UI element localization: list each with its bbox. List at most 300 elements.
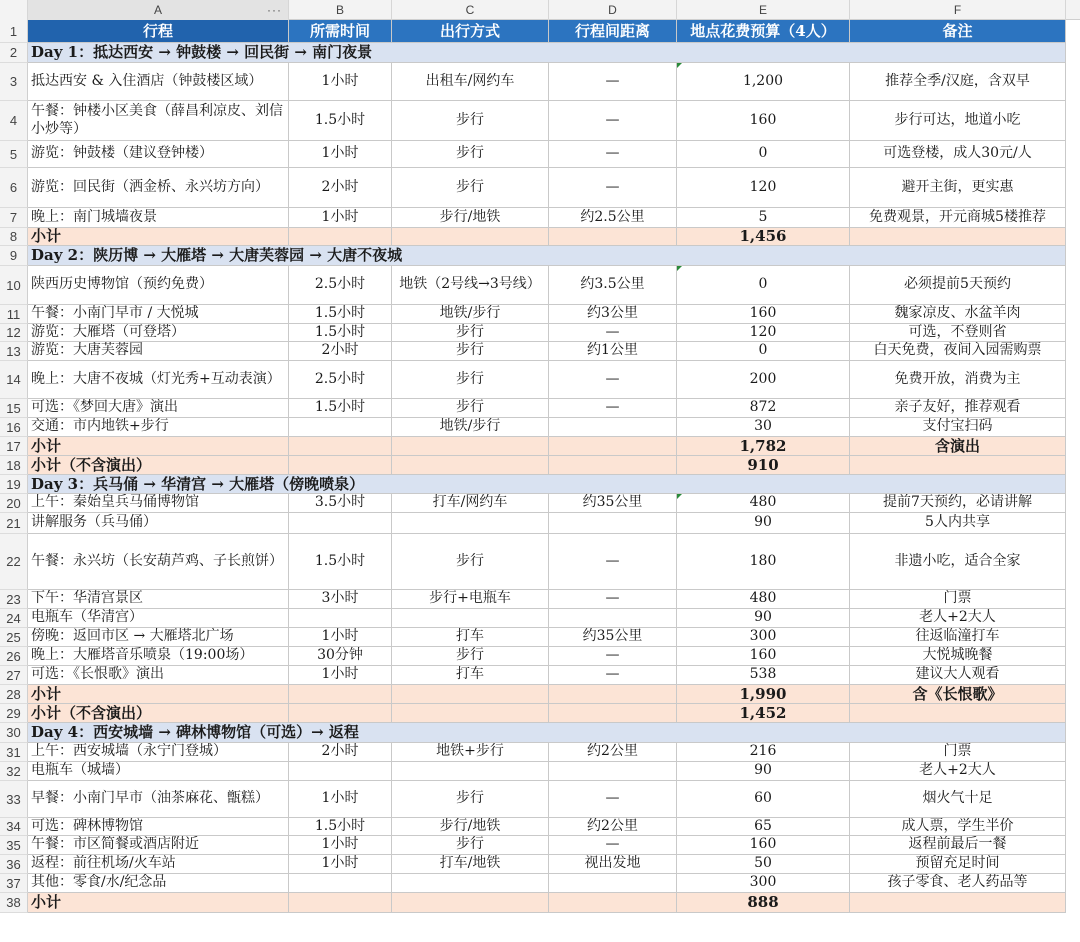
cell-b[interactable]	[289, 513, 392, 534]
column-header-e[interactable]: E	[677, 0, 850, 20]
cell-b[interactable]	[289, 666, 392, 685]
cell-c[interactable]	[392, 418, 549, 437]
cell-text: —	[605, 370, 620, 387]
cell-text: 避开主街，更实惠	[901, 178, 1014, 195]
header-cell-b[interactable]	[289, 20, 392, 43]
cell-d[interactable]	[549, 63, 677, 101]
cell-b[interactable]	[289, 418, 392, 437]
cell-f[interactable]	[850, 513, 1066, 534]
cell-text: —	[605, 145, 620, 162]
cell-text: 魏家凉皮、水盆羊肉	[894, 305, 1021, 322]
cell-e[interactable]	[677, 818, 850, 836]
cell-e[interactable]	[677, 704, 850, 723]
more-dots-icon[interactable]: ···	[267, 3, 282, 17]
cell-c[interactable]	[392, 781, 549, 818]
row-number[interactable]: 10	[0, 266, 28, 305]
cell-b[interactable]	[289, 855, 392, 874]
cell-c[interactable]	[392, 874, 549, 893]
header-cell-f[interactable]	[850, 20, 1066, 43]
cell-a[interactable]	[28, 513, 289, 534]
cell-f[interactable]	[850, 836, 1066, 855]
cell-a[interactable]	[28, 456, 289, 475]
cell-c[interactable]	[392, 342, 549, 361]
cell-b[interactable]	[289, 836, 392, 855]
row-number[interactable]: 37	[0, 874, 28, 893]
row-number[interactable]: 21	[0, 513, 28, 534]
cell-d[interactable]	[549, 855, 677, 874]
row-number[interactable]: 4	[0, 101, 28, 141]
cell-text: 1小时	[321, 145, 359, 162]
cell-c[interactable]	[392, 836, 549, 855]
cell-e[interactable]	[677, 609, 850, 628]
cell-c[interactable]	[392, 101, 549, 141]
cell-b[interactable]	[289, 168, 392, 208]
cell-d[interactable]	[549, 101, 677, 141]
cell-text: 晚上：大雁塔音乐喷泉（19:00场）	[31, 647, 254, 664]
cell-a[interactable]	[28, 590, 289, 609]
header-cell-d[interactable]	[549, 20, 677, 43]
cell-b[interactable]	[289, 361, 392, 399]
cell-b[interactable]	[289, 704, 392, 723]
cell-d[interactable]	[549, 324, 677, 342]
cell-a[interactable]	[28, 437, 289, 456]
cell-e[interactable]	[677, 418, 850, 437]
cell-f[interactable]	[850, 418, 1066, 437]
cell-b[interactable]	[289, 228, 392, 246]
row-number[interactable]: 23	[0, 590, 28, 609]
row-number[interactable]: 5	[0, 141, 28, 168]
cell-b[interactable]	[289, 534, 392, 590]
cell-e[interactable]	[677, 874, 850, 893]
cell-d[interactable]	[549, 818, 677, 836]
cell-d[interactable]	[549, 762, 677, 781]
cell-text: 1小时	[321, 790, 359, 807]
cell-a[interactable]	[28, 628, 289, 647]
cell-a[interactable]	[28, 818, 289, 836]
cell-e[interactable]	[677, 534, 850, 590]
cell-text: 打车/地铁	[439, 855, 501, 872]
cell-f[interactable]	[850, 647, 1066, 666]
cell-text: 3小时	[321, 590, 359, 607]
row-number[interactable]: 6	[0, 168, 28, 208]
cell-c[interactable]	[392, 647, 549, 666]
cell-f[interactable]	[850, 818, 1066, 836]
cell-a[interactable]	[28, 141, 289, 168]
cell-text: 5人内共享	[925, 514, 990, 531]
row-number[interactable]: 17	[0, 437, 28, 456]
subtotal-row	[0, 704, 1080, 723]
cell-a[interactable]	[28, 342, 289, 361]
row-number[interactable]: 15	[0, 399, 28, 418]
cell-b[interactable]	[289, 893, 392, 913]
cell-c[interactable]	[392, 628, 549, 647]
cell-f[interactable]	[850, 101, 1066, 141]
cell-text: 含演出	[934, 437, 980, 455]
cell-a[interactable]	[28, 893, 289, 913]
cell-d[interactable]	[549, 628, 677, 647]
cell-d[interactable]	[549, 647, 677, 666]
cell-d[interactable]	[549, 228, 677, 246]
cell-f[interactable]	[850, 168, 1066, 208]
cell-e[interactable]	[677, 305, 850, 324]
cell-e[interactable]	[677, 893, 850, 913]
itinerary-row	[0, 590, 1080, 609]
cell-a[interactable]	[28, 418, 289, 437]
cell-text: 1.5小时	[314, 324, 366, 340]
row-number[interactable]: 2	[0, 43, 28, 63]
cell-c[interactable]	[392, 513, 549, 534]
cell-f[interactable]	[850, 494, 1066, 513]
cell-c[interactable]	[392, 228, 549, 246]
cell-a[interactable]	[28, 361, 289, 399]
cell-e[interactable]	[677, 361, 850, 399]
cell-text: 成人票，学生半价	[901, 818, 1014, 834]
cell-text: 约35公里	[582, 628, 643, 645]
row-number[interactable]: 20	[0, 494, 28, 513]
cell-f[interactable]	[850, 590, 1066, 609]
cell-text: 门票	[943, 590, 972, 607]
day-heading-cell[interactable]	[28, 43, 1066, 63]
row-number[interactable]: 38	[0, 893, 28, 913]
cell-d[interactable]	[549, 781, 677, 818]
cell-a[interactable]	[28, 855, 289, 874]
cell-e[interactable]	[677, 342, 850, 361]
cell-c[interactable]	[392, 266, 549, 305]
row-number[interactable]: 26	[0, 647, 28, 666]
cell-text: 免费开放，消费为主	[894, 370, 1021, 387]
subtotal-row	[0, 685, 1080, 704]
column-header-a[interactable]: A ···	[28, 0, 289, 20]
column-header-d[interactable]: D	[549, 0, 677, 20]
cell-c[interactable]	[392, 762, 549, 781]
row-number[interactable]: 32	[0, 762, 28, 781]
cell-e[interactable]	[677, 628, 850, 647]
cell-e[interactable]	[677, 513, 850, 534]
cell-f[interactable]	[850, 228, 1066, 246]
cell-b[interactable]	[289, 743, 392, 762]
itinerary-row	[0, 141, 1080, 168]
cell-b[interactable]	[289, 762, 392, 781]
cell-a[interactable]	[28, 228, 289, 246]
cell-e[interactable]	[677, 208, 850, 228]
cell-b[interactable]	[289, 101, 392, 141]
cell-b[interactable]	[289, 590, 392, 609]
cell-e[interactable]	[677, 685, 850, 704]
cell-c[interactable]	[392, 685, 549, 704]
row-number[interactable]: 14	[0, 361, 28, 399]
row-number[interactable]: 36	[0, 855, 28, 874]
cell-d[interactable]	[549, 494, 677, 513]
cell-e[interactable]	[677, 437, 850, 456]
cell-text: 含《长恨歌》	[912, 685, 1003, 703]
cell-text: 小计（不含演出）	[31, 456, 152, 474]
row-number[interactable]: 33	[0, 781, 28, 818]
cell-b[interactable]	[289, 437, 392, 456]
cell-d[interactable]	[549, 361, 677, 399]
cell-a[interactable]	[28, 743, 289, 762]
cell-d[interactable]	[549, 704, 677, 723]
cell-text: —	[605, 324, 620, 340]
cell-e[interactable]	[677, 666, 850, 685]
cell-b[interactable]	[289, 781, 392, 818]
cell-d[interactable]	[549, 685, 677, 704]
cell-a[interactable]	[28, 836, 289, 855]
cell-f[interactable]	[850, 743, 1066, 762]
subtotal-row	[0, 456, 1080, 475]
cell-e[interactable]	[677, 743, 850, 762]
cell-d[interactable]	[549, 305, 677, 324]
row-number[interactable]: 7	[0, 208, 28, 228]
cell-f[interactable]	[850, 666, 1066, 685]
cell-a[interactable]	[28, 101, 289, 141]
header-cell-e[interactable]	[677, 20, 850, 43]
row-number[interactable]: 25	[0, 628, 28, 647]
row-number[interactable]: 19	[0, 475, 28, 494]
cell-d[interactable]	[549, 609, 677, 628]
cell-text: 陕西历史博物馆（预约免费）	[31, 276, 213, 293]
cell-d[interactable]	[549, 513, 677, 534]
cell-b[interactable]	[289, 609, 392, 628]
cell-b[interactable]	[289, 266, 392, 305]
cell-a[interactable]	[28, 324, 289, 342]
cell-d[interactable]	[549, 893, 677, 913]
cell-c[interactable]	[392, 168, 549, 208]
row-number[interactable]: 27	[0, 666, 28, 685]
cell-b[interactable]	[289, 399, 392, 418]
header-cell-c[interactable]	[392, 20, 549, 43]
cell-b[interactable]	[289, 685, 392, 704]
cell-c[interactable]	[392, 437, 549, 456]
cell-f[interactable]	[850, 456, 1066, 475]
cell-d[interactable]	[549, 836, 677, 855]
row-number[interactable]: 11	[0, 305, 28, 324]
cell-b[interactable]	[289, 141, 392, 168]
row-number[interactable]: 1	[0, 20, 28, 43]
cell-d[interactable]	[549, 208, 677, 228]
cell-c[interactable]	[392, 534, 549, 590]
cell-e[interactable]	[677, 228, 850, 246]
cell-f[interactable]	[850, 63, 1066, 101]
cell-text: 大悦城晚餐	[922, 647, 993, 664]
cell-f[interactable]	[850, 324, 1066, 342]
cell-c[interactable]	[392, 855, 549, 874]
cell-f[interactable]	[850, 141, 1066, 168]
cell-f[interactable]	[850, 342, 1066, 361]
cell-e[interactable]	[677, 63, 850, 101]
cell-text: 1,456	[739, 228, 787, 246]
cell-text: 视出发地	[584, 855, 641, 872]
cell-d[interactable]	[549, 456, 677, 475]
day-heading-row	[0, 43, 1080, 63]
cell-f[interactable]	[850, 685, 1066, 704]
cell-d[interactable]	[549, 666, 677, 685]
cell-text: 300	[749, 874, 777, 891]
cell-b[interactable]	[289, 208, 392, 228]
day-heading-text: Day 1：抵达西安 → 钟鼓楼 → 回民街 → 南门夜景	[31, 43, 373, 62]
row-number[interactable]: 3	[0, 63, 28, 101]
cell-b[interactable]	[289, 342, 392, 361]
cell-f[interactable]	[850, 609, 1066, 628]
row-number[interactable]: 34	[0, 818, 28, 836]
cell-text: —	[605, 399, 620, 416]
cell-b[interactable]	[289, 305, 392, 324]
cell-text: 160	[749, 836, 777, 853]
cell-d[interactable]	[549, 590, 677, 609]
cell-a[interactable]	[28, 762, 289, 781]
cell-c[interactable]	[392, 590, 549, 609]
cell-a[interactable]	[28, 666, 289, 685]
cell-a[interactable]	[28, 647, 289, 666]
cell-c[interactable]	[392, 141, 549, 168]
column-header-b[interactable]: B	[289, 0, 392, 20]
cell-c[interactable]	[392, 666, 549, 685]
header-cell-a[interactable]	[28, 20, 289, 43]
cell-c[interactable]	[392, 399, 549, 418]
cell-c[interactable]	[392, 494, 549, 513]
row-number[interactable]: 28	[0, 685, 28, 704]
cell-text: 步行	[456, 790, 484, 807]
row-number[interactable]: 30	[0, 723, 28, 743]
cell-f[interactable]	[850, 874, 1066, 893]
cell-b[interactable]	[289, 456, 392, 475]
cell-c[interactable]	[392, 63, 549, 101]
cell-e[interactable]	[677, 456, 850, 475]
cell-text: 小计	[31, 893, 62, 912]
cell-a[interactable]	[28, 305, 289, 324]
cell-e[interactable]	[677, 399, 850, 418]
cell-d[interactable]	[549, 874, 677, 893]
cell-f[interactable]	[850, 628, 1066, 647]
cell-a[interactable]	[28, 685, 289, 704]
cell-text: 可选：《长恨歌》演出	[31, 666, 164, 683]
cell-a[interactable]	[28, 494, 289, 513]
cell-c[interactable]	[392, 893, 549, 913]
cell-e[interactable]	[677, 494, 850, 513]
itinerary-row	[0, 305, 1080, 324]
cell-text: 90	[754, 514, 772, 531]
day-heading-cell[interactable]	[28, 723, 1066, 743]
cell-a[interactable]	[28, 781, 289, 818]
cell-text: 午餐：钟楼小区美食（薛昌利凉皮、刘信小炒等）	[31, 103, 283, 137]
cell-c[interactable]	[392, 361, 549, 399]
cell-d[interactable]	[549, 141, 677, 168]
cell-e[interactable]	[677, 168, 850, 208]
cell-b[interactable]	[289, 324, 392, 342]
column-header-f[interactable]: F	[850, 0, 1066, 20]
row-number[interactable]: 8	[0, 228, 28, 246]
cell-e[interactable]	[677, 590, 850, 609]
column-header-c[interactable]: C	[392, 0, 549, 20]
cell-f[interactable]	[850, 855, 1066, 874]
cell-b[interactable]	[289, 818, 392, 836]
row-number[interactable]: 35	[0, 836, 28, 855]
row-number[interactable]: 9	[0, 246, 28, 266]
row-number[interactable]: 18	[0, 456, 28, 475]
cell-b[interactable]	[289, 874, 392, 893]
cell-f[interactable]	[850, 399, 1066, 418]
day-heading-cell[interactable]	[28, 475, 1066, 494]
cell-f[interactable]	[850, 534, 1066, 590]
cell-a[interactable]	[28, 208, 289, 228]
cell-a[interactable]	[28, 168, 289, 208]
row-number[interactable]: 31	[0, 743, 28, 762]
cell-d[interactable]	[549, 437, 677, 456]
cell-a[interactable]	[28, 63, 289, 101]
cell-c[interactable]	[392, 818, 549, 836]
itinerary-row	[0, 63, 1080, 101]
cell-c[interactable]	[392, 456, 549, 475]
cell-f[interactable]	[850, 893, 1066, 913]
cell-c[interactable]	[392, 704, 549, 723]
cell-b[interactable]	[289, 63, 392, 101]
cell-f[interactable]	[850, 266, 1066, 305]
cell-c[interactable]	[392, 609, 549, 628]
cell-f[interactable]	[850, 704, 1066, 723]
cell-f[interactable]	[850, 361, 1066, 399]
select-all-corner[interactable]	[0, 0, 28, 20]
cell-e[interactable]	[677, 781, 850, 818]
row-number[interactable]: 24	[0, 609, 28, 628]
cell-a[interactable]	[28, 266, 289, 305]
cell-d[interactable]	[549, 168, 677, 208]
cell-b[interactable]	[289, 647, 392, 666]
cell-f[interactable]	[850, 208, 1066, 228]
cell-e[interactable]	[677, 324, 850, 342]
cell-text: 游览：大雁塔（可登塔）	[31, 324, 185, 340]
cell-e[interactable]	[677, 141, 850, 168]
cell-a[interactable]	[28, 704, 289, 723]
cell-c[interactable]	[392, 743, 549, 762]
cell-f[interactable]	[850, 762, 1066, 781]
cell-text: 120	[749, 178, 777, 195]
cell-e[interactable]	[677, 836, 850, 855]
cell-a[interactable]	[28, 534, 289, 590]
cell-a[interactable]	[28, 609, 289, 628]
cell-e[interactable]	[677, 647, 850, 666]
cell-e[interactable]	[677, 762, 850, 781]
cell-e[interactable]	[677, 101, 850, 141]
cell-a[interactable]	[28, 874, 289, 893]
cell-e[interactable]	[677, 266, 850, 305]
cell-d[interactable]	[549, 399, 677, 418]
cell-e[interactable]	[677, 855, 850, 874]
itinerary-row	[0, 781, 1080, 818]
cell-d[interactable]	[549, 418, 677, 437]
row-number[interactable]: 29	[0, 704, 28, 723]
cell-b[interactable]	[289, 494, 392, 513]
cell-d[interactable]	[549, 266, 677, 305]
cell-b[interactable]	[289, 628, 392, 647]
row-number[interactable]: 22	[0, 534, 28, 590]
cell-text: 1小时	[321, 836, 359, 853]
cell-d[interactable]	[549, 743, 677, 762]
row-number[interactable]: 12	[0, 324, 28, 342]
cell-f[interactable]	[850, 437, 1066, 456]
cell-text: 1,452	[739, 704, 787, 722]
cell-c[interactable]	[392, 324, 549, 342]
cell-c[interactable]	[392, 208, 549, 228]
cell-text: 小计	[31, 437, 62, 455]
cell-c[interactable]	[392, 305, 549, 324]
day-heading-cell[interactable]	[28, 246, 1066, 266]
cell-a[interactable]	[28, 399, 289, 418]
row-number[interactable]: 13	[0, 342, 28, 361]
cell-d[interactable]	[549, 342, 677, 361]
cell-f[interactable]	[850, 781, 1066, 818]
cell-f[interactable]	[850, 305, 1066, 324]
row-number[interactable]: 16	[0, 418, 28, 437]
cell-d[interactable]	[549, 534, 677, 590]
